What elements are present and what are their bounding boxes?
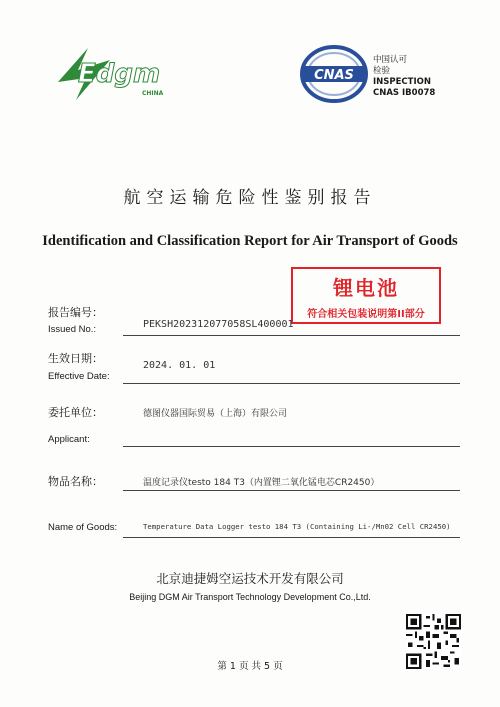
client-label-en: Applicant: [48, 434, 90, 445]
cnas-logo-text: CNAS [314, 68, 354, 83]
edgm-logo [48, 42, 168, 104]
edgm-letter-e: Edgm [78, 59, 161, 89]
edgm-sub: CHINA [142, 90, 164, 97]
report-no-label-cn: 报告编号： [48, 306, 103, 319]
effective-rule [123, 383, 460, 384]
lithium-battery-stamp [291, 267, 441, 324]
cnas-line2: 检验 [373, 66, 391, 76]
stamp-main: 锂电池 [333, 276, 399, 300]
cnas-accreditation-text [373, 55, 435, 99]
effective-label-en: Effective Date: [48, 371, 110, 382]
goods-value-en: Temperature Data Logger testo 184 T3 (Containing Li-/Mn02 Cell CR2450) [143, 522, 451, 531]
title-chinese: 航空运输危险性鉴别报告 [123, 188, 377, 208]
goods-label-cn: 物品名称： [48, 475, 103, 488]
cnas-line3: INSPECTION [373, 77, 431, 87]
report-no-label-en: Issued No.: [48, 324, 97, 335]
cnas-line4: CNAS IB0078 [373, 88, 436, 98]
report-no-value: PEKSH202312077058SL400001 [143, 319, 294, 330]
footer-company-cn: 北京迪捷姆空运技术开发有限公司 [156, 571, 344, 586]
cnas-logo [300, 44, 368, 104]
title-english: Identification and Classification Report for Air Transport of Goods [42, 233, 458, 249]
report-no-rule [123, 335, 460, 336]
effective-label-cn: 生效日期： [48, 352, 103, 365]
cnas-line1: 中国认可 [373, 55, 408, 65]
goods-label-en: Name of Goods: [48, 522, 118, 533]
client-value: 德图仪器国际贸易（上海）有限公司 [143, 409, 288, 419]
footer-company-en: Beijing DGM Air Transport Technology Development Co.,Ltd. [129, 592, 371, 602]
stamp-sub: 符合相关包装说明第II部分 [307, 309, 425, 320]
goods-cn-rule [123, 490, 460, 491]
goods-value-cn: 温度记录仪testo 184 T3（内置锂二氧化锰电芯CR2450） [143, 478, 380, 488]
page-indicator: 第 1 页 共 5 页 [217, 661, 283, 672]
effective-value: 2024. 01. 01 [143, 360, 216, 371]
client-rule [123, 446, 460, 447]
goods-en-rule [123, 537, 460, 538]
client-label-cn: 委托单位： [48, 406, 103, 419]
